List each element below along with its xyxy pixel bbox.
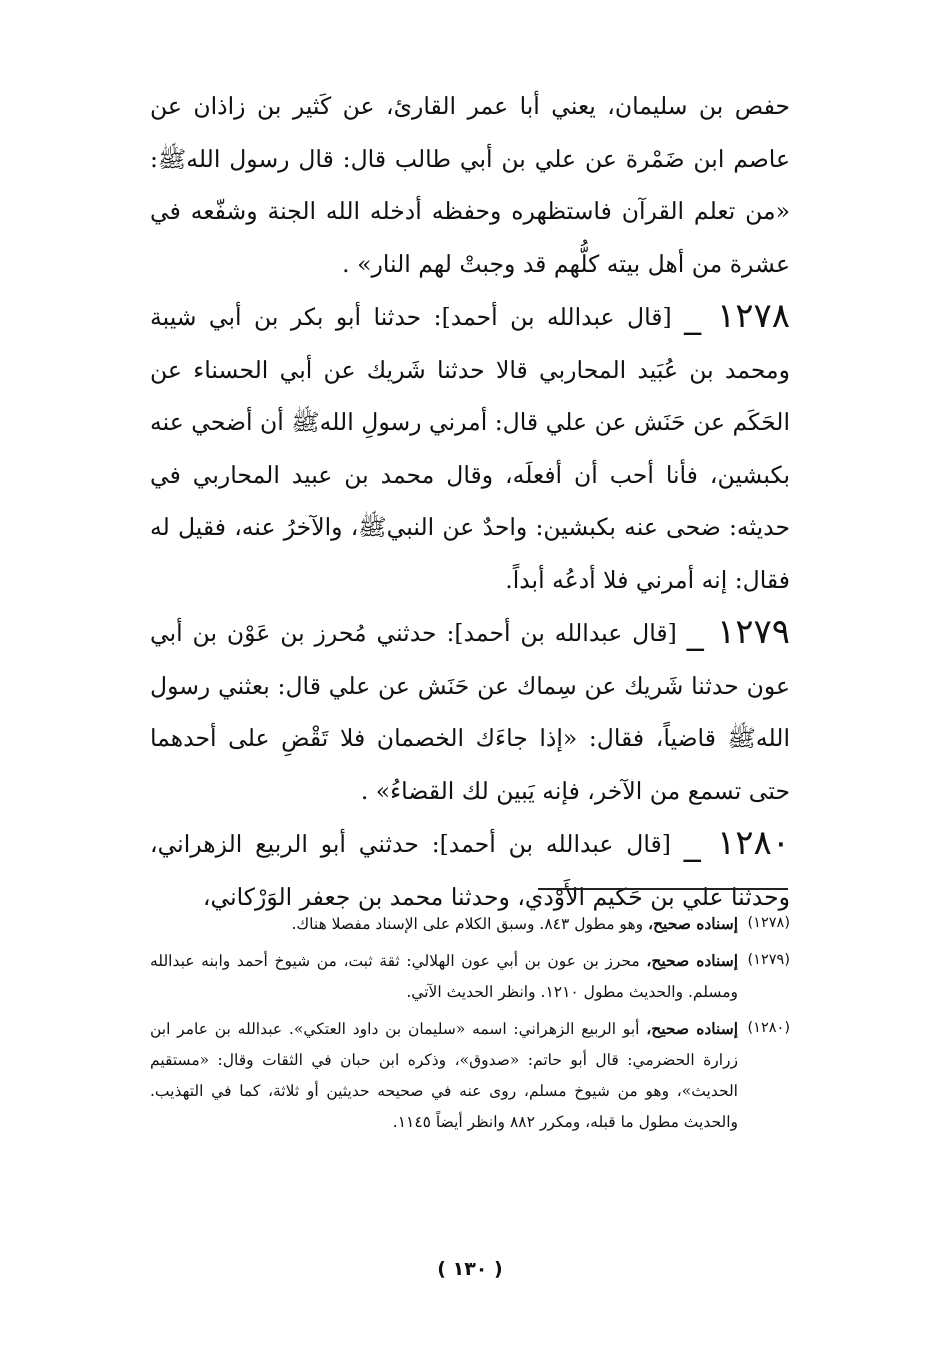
hadith-1278	[150, 290, 790, 606]
paragraph-continued	[150, 80, 790, 290]
footnotes	[150, 908, 790, 1143]
main-text	[150, 80, 790, 923]
hadith-number: ١٢٧٩ _	[686, 612, 790, 652]
footnote-text: محرز بن عون بن أبي عون الهلالي: ثقة ثبت، من شيوخ أحمد وابنه عبدالله ومسلم. والحديث مطول ١٢١٠. وانظر الحديث الآتي.	[150, 952, 738, 1001]
footnote-1280	[150, 1013, 790, 1138]
paragraph-text: حفص بن سليمان، يعني أبا عمر القارئ، عن كَثير بن زاذان عن عاصم ابن ضَمْرة عن علي بن أبي طالب قال: قال رسول اللهﷺ: «من تعلم القرآن فاستظهره وحفظه أدخله الله الجنة وشفّعه في عشرة من أهل بيته كلُّهم قد وجبتْ لهم النار» .	[150, 92, 790, 278]
footnote-grade: إسناده صحيح،	[646, 951, 738, 970]
footnote-grade: إسناده صحيح،	[646, 1019, 738, 1038]
hadith-text: [قال عبدالله بن أحمد]: حدثني مُحرز بن عَوْن بن أبي عون حدثنا شَريك عن سِماك عن حَنَش عن علي قال: بعثني رسول اللهﷺ قاضياً، فقال: «إذا جاءَك الخصمان فلا تَقْضِ على أحدهما حتى تسمع من الآخر، فإنه يَبين لك القضاءُ» .	[150, 619, 790, 805]
hadith-text: [قال عبدالله بن أحمد]: حدثنا أبو بكر بن أبي شيبة ومحمد بن عُبَيد المحاربي قالا حدثنا شَريك عن أبي الحسناء عن الحَكَم عن حَنَش عن علي قال: أمرني رسولِ اللهﷺ أن أضحي عنه بكبشين، فأنا أحب أن أفعلَه، وقال محمد بن عبيد المحاربي في حديثه: ضحى عنه بكبشين: واحدٌ عن النبيﷺ، والآخرُ عنه، فقيل له فقال: إنه أمرني فلا أدعُه أبداً.	[150, 303, 790, 594]
footnote-grade: إسناده صحيح،	[648, 914, 738, 933]
footnote-number: (١٢٧٨)	[747, 915, 790, 931]
footnote-1279	[150, 945, 790, 1008]
hadith-number: ١٢٧٨ _	[684, 296, 790, 336]
footnote-1278	[150, 908, 790, 940]
page-number: ( ١٣٠ )	[437, 1258, 503, 1280]
hadith-text: [قال عبدالله بن أحمد]: حدثني أبو الربيع الزهراني، وحدثنا علي بن حَكيم الأَوْدي، وحدثنا محمد بن جعفر الوَرْكاني،	[150, 830, 790, 911]
footnote-text: وهو مطول ٨٤٣. وسبق الكلام على الإسناد مفصلا هناك.	[291, 915, 649, 933]
footnote-separator	[538, 888, 788, 890]
footnote-number: (١٢٨٠)	[747, 1020, 790, 1036]
footnote-number: (١٢٧٩)	[747, 952, 790, 968]
hadith-1279	[150, 606, 790, 817]
hadith-number: ١٢٨٠ _	[683, 823, 790, 863]
footnote-text: أبو الربيع الزهراني: اسمه «سليمان بن داود العتكي». عبدالله بن عامر ابن زرارة الحضرمي: قال أبو حاتم: «صدوق»، وذكره ابن حبان في الثقات وقال: «مستقيم الحديث»، وهو من شيوخ مسلم، روى عنه في صحيحه حديثين أو ثلاثة، كما في التهذيب. والحديث مطول ما قبله، ومكرر ٨٨٢ وانظر أيضاً ١١٤٥.	[150, 1020, 738, 1131]
